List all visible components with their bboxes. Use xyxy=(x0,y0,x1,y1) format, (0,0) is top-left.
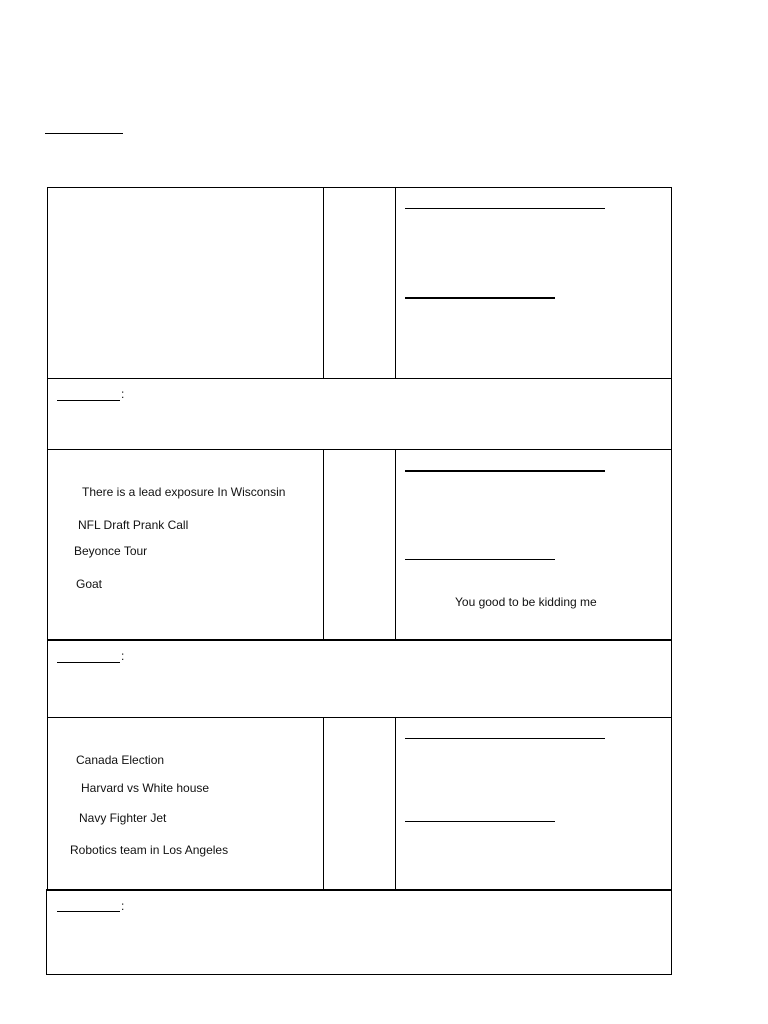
section-2-notes-blank-2[interactable] xyxy=(405,559,555,560)
section-3-topic-4: Robotics team in Los Angeles xyxy=(70,843,229,857)
section-1-notes-blank-1[interactable] xyxy=(405,208,605,209)
section-2-summary-blank[interactable] xyxy=(57,662,120,663)
section-2-divider-right xyxy=(395,449,396,641)
section-3-notes-blank-2[interactable] xyxy=(405,821,555,822)
section-2-topic-4: Goat xyxy=(76,577,103,591)
section-2-topic-3: Beyonce Tour xyxy=(74,544,148,558)
section-1-summary-box xyxy=(47,378,672,450)
section-1-row xyxy=(47,187,672,379)
section-3-topic-2: Harvard vs White house xyxy=(81,781,210,795)
section-2-topic-2: NFL Draft Prank Call xyxy=(78,518,189,532)
section-3-divider-right xyxy=(395,717,396,891)
section-2-notes-blank-1[interactable] xyxy=(405,470,605,472)
section-3-summary-blank[interactable] xyxy=(57,911,120,912)
section-3-summary-box xyxy=(46,889,672,975)
section-3-topic-1: Canada Election xyxy=(76,753,165,767)
section-1-summary-colon: : xyxy=(121,387,125,401)
section-1-summary-blank[interactable] xyxy=(57,400,120,401)
section-3-row xyxy=(47,717,672,891)
section-2-summary-colon: : xyxy=(121,649,125,663)
section-3-divider-left xyxy=(323,717,324,891)
section-2-divider-left xyxy=(323,449,324,641)
section-1-divider-left xyxy=(323,187,324,379)
section-1-notes-blank-2[interactable] xyxy=(405,297,555,299)
section-2-summary-box xyxy=(47,639,672,718)
section-3-topic-3: Navy Fighter Jet xyxy=(79,811,167,825)
section-1-divider-right xyxy=(395,187,396,379)
section-3-summary-colon: : xyxy=(121,899,125,913)
section-2-notes-text: You good to be kidding me xyxy=(455,595,597,609)
section-3-notes-blank-1[interactable] xyxy=(405,738,605,739)
section-2-topic-1: There is a lead exposure In Wisconsin xyxy=(82,485,286,499)
header-name-blank[interactable] xyxy=(45,133,123,134)
